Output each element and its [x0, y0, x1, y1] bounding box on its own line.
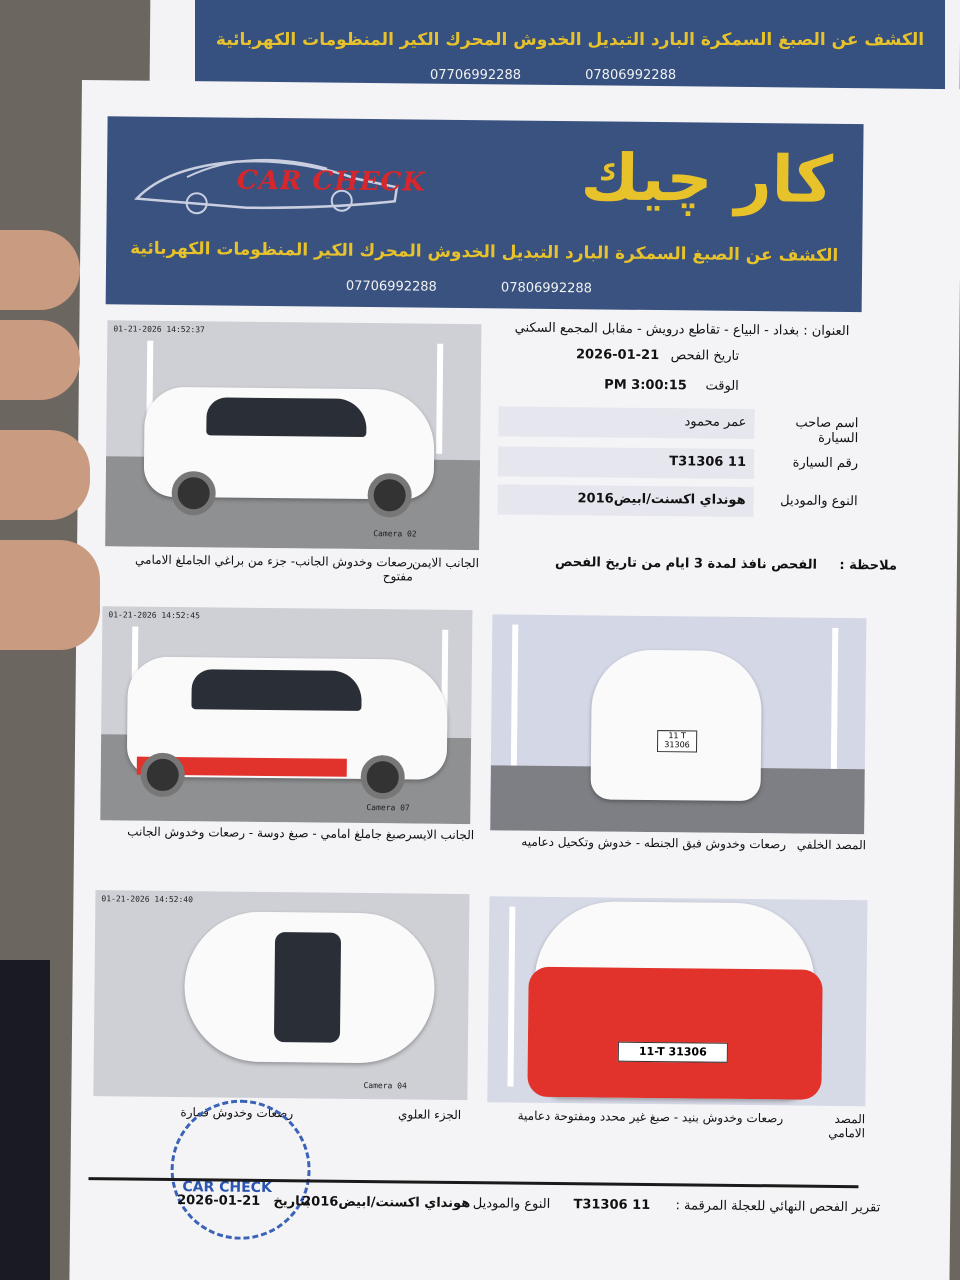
finger-3 [0, 430, 90, 520]
footer-report-label: تقرير الفحص النهائي للعجلة المرقمة : [675, 1198, 881, 1216]
note-label: ملاحظة : [839, 557, 898, 574]
car-check-stamp [170, 1099, 311, 1240]
finger-4 [0, 540, 100, 650]
time-value: 3:00:15 PM [604, 377, 687, 394]
photo-rear [490, 614, 866, 834]
finger-1 [0, 230, 80, 310]
plate-field: 11 T31306 [498, 446, 754, 479]
label-rear: المصد الخلفي [796, 837, 867, 853]
caption-right-side: رصعات وخدوش الجانب- جزء من براغي الجاملغ الامامي مفتوح [134, 552, 414, 584]
photo-right-side [105, 320, 481, 550]
photo-top [93, 890, 469, 1100]
rear-plate: 11 T 31306 [657, 730, 697, 752]
label-left-side: الجانب الايسر [405, 827, 475, 843]
label-right-side: الجانب الايمن [411, 555, 480, 571]
footer-model-label: النوع والموديل [472, 1196, 551, 1212]
front-plate: 11-T 31306 [618, 1042, 728, 1063]
logo-text: CAR CHECK [236, 165, 427, 198]
photo-timestamp: 01-21-2026 14:52:37 [113, 324, 205, 335]
date-value: 2026-01-21 [575, 347, 660, 364]
footer-date-label: بتاريخ [273, 1194, 311, 1210]
date-label: تاريخ الفحص [670, 348, 740, 364]
background-phone-2: 07806992288 [585, 68, 677, 83]
caption-left-side: صبغ جاملغ امامي - صبغ دوسة - رصعات وخدوش الجانب [127, 824, 407, 842]
model-label: النوع والموديل [780, 493, 858, 510]
plate-label: رقم السيارة [792, 455, 859, 472]
time-label: الوقت [705, 378, 739, 394]
camera-label: Camera 04 [363, 1081, 407, 1091]
background-services: الكشف عن الصبغ السمكرة البارد التبديل الخدوش المحرك الكير المنظومات الكهربائية [215, 30, 925, 50]
owner-field: عمر محمود [498, 406, 754, 439]
stamp-text: CAR CHECK [182, 1179, 272, 1197]
address: العنوان : بغداد - البياع - تقاطع درويش - مقابل المجمع السكني [514, 320, 850, 340]
camera-label: Camera 07 [366, 803, 410, 813]
background-phone-1: 07706992288 [430, 68, 521, 83]
photo-timestamp: 01-21-2026 14:52:45 [108, 610, 200, 621]
phone-1: 07706992288 [345, 278, 437, 295]
footer-plate: 11 T31306 [573, 1197, 651, 1214]
inspection-report-sheet [69, 80, 960, 1280]
photo-timestamp: 01-21-2026 14:52:40 [101, 894, 193, 905]
header-banner [106, 116, 864, 312]
note-value: الفحص نافذ لمدة 3 ايام من تاريخ الفحص [554, 554, 818, 573]
photo-front [487, 896, 867, 1106]
services-list: الكشف عن الصبغ السمكرة البارد التبديل الخدوش المحرك الكير المنظومات الكهربائية [130, 238, 839, 266]
camera-label: Camera 02 [373, 529, 417, 539]
brand-name: كار چيك [580, 141, 834, 218]
model-field: هونداي اكسنت/ابيض2016 [497, 484, 753, 517]
background-phones [430, 68, 736, 83]
owner-label: اسم صاحب السيارة [795, 415, 859, 447]
caption-rear: رصعات وخدوش فبق الجنطه - خدوش وتكحيل دعاميه [521, 834, 787, 852]
finger-2 [0, 320, 80, 400]
footer-date-value: 2026-01-21 [177, 1193, 261, 1209]
photo-left-side [100, 606, 472, 824]
dark-object [0, 960, 50, 1280]
label-front: المصد الامامي [828, 1111, 866, 1141]
caption-top: رصعات وخدوش قمارة [180, 1105, 294, 1121]
label-top: الجزء العلوي [397, 1107, 462, 1123]
phone-2: 07806992288 [500, 280, 593, 297]
caption-front: رصعات وخدوش بنيد - صبغ غير محدد ومفتوحة دعامية [517, 1108, 784, 1126]
footer-model-value: هونداي اكسنت/ابيض2016 [302, 1194, 471, 1212]
phone-numbers [346, 279, 652, 297]
